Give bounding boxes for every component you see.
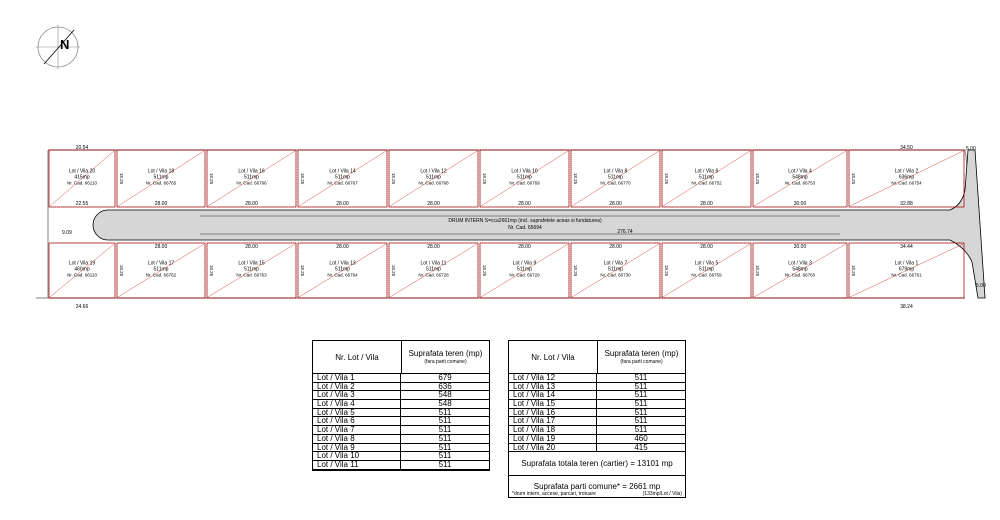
lot-front-dim: 28.00 xyxy=(609,201,622,207)
table-cell-area: 511 xyxy=(438,451,452,461)
lot-cad: Nr. Cad. 66767 xyxy=(327,180,358,186)
lot-area: 511mp xyxy=(699,174,714,181)
lot-area: 679mp xyxy=(898,266,915,273)
lot-name: Lot / Vila 9 xyxy=(512,260,537,267)
lot-parcel xyxy=(480,150,569,207)
table-cell-lot: Lot / Vila 14 xyxy=(509,391,597,399)
lot-depth-dim: 18.25 xyxy=(664,172,669,185)
lot-parcel xyxy=(849,243,964,310)
table-cell-lot: Lot / Vila 12 xyxy=(509,374,597,382)
lot-depth-dim: 18.25 xyxy=(851,172,856,185)
lot-name: Lot / Vila 13 xyxy=(329,260,356,267)
lot-cad: Nr. Cad. 66765 xyxy=(145,180,177,186)
table-cell-area: 636 xyxy=(438,381,452,391)
table-cell-lot: Lot / Vila 8 xyxy=(313,435,401,443)
table-cell-lot: Lot / Vila 1 xyxy=(313,374,401,382)
lot-area: 511mp xyxy=(608,174,623,181)
lot-area: 636mp xyxy=(898,174,915,181)
table-cell-lot: Lot / Vila 3 xyxy=(313,391,401,399)
lot-area: 460mp xyxy=(74,266,90,273)
lot-area: 511mp xyxy=(699,266,714,273)
lot-name: Lot / Vila 16 xyxy=(238,168,265,175)
lot-parcel xyxy=(207,243,296,298)
lot-name: Lot / Vila 7 xyxy=(603,260,628,267)
common-area: Suprafata parti comune* = 2661 mp xyxy=(533,482,661,492)
lot-name: Lot / Vila 14 xyxy=(329,168,356,175)
lot-name: Lot / Vila 15 xyxy=(238,260,265,267)
lot-front-dim: 28.00 xyxy=(336,244,349,250)
lot-name: Lot / Vila 20 xyxy=(68,168,96,175)
lot-depth-dim: 18.25 xyxy=(851,264,856,277)
lot-cad: Nr. Cad. 66764 xyxy=(327,272,358,278)
lot-cad: Nr. Cad. 66730 xyxy=(600,272,631,278)
lot-front-dim: 28.00 xyxy=(518,201,531,207)
lot-parcel xyxy=(753,150,847,207)
table-cell-lot: Lot / Vila 20 xyxy=(509,444,597,452)
lot-area: 548mp xyxy=(792,174,808,181)
table-cell-area: 511 xyxy=(634,373,648,382)
lot-front-dim: 28.00 xyxy=(245,201,258,207)
lot-back-dim: 34.50 xyxy=(900,145,913,151)
table-cell-lot: Lot / Vila 13 xyxy=(509,383,597,391)
lot-cad: Nr. Cad. 66728 xyxy=(418,272,449,278)
lot-cad: Nr. Cad. 66752 xyxy=(691,180,722,186)
lot-area: 511mp xyxy=(153,266,169,273)
lot-name: Lot / Vila 19 xyxy=(68,260,96,267)
table-cell-area: 460 xyxy=(634,433,648,443)
lot-area: 511mp xyxy=(335,174,350,181)
lot-parcel xyxy=(298,243,387,298)
lot-depth-dim: 18.25 xyxy=(482,172,487,185)
lot-front-dim: 28.00 xyxy=(245,244,258,250)
table-cell-area: 679 xyxy=(438,373,452,382)
road-length: 276.74 xyxy=(617,229,633,235)
lot-cad: Nr. Cad. 66769 xyxy=(509,180,540,186)
lot-front-dim: 28.00 xyxy=(154,201,168,207)
table-cell-area: 511 xyxy=(634,416,648,426)
lot-front-dim: 32.88 xyxy=(900,201,913,207)
lot-parcel xyxy=(571,150,660,207)
lot-name: Lot / Vila 11 xyxy=(420,260,447,267)
lot-back-dim: 20.54 xyxy=(75,145,89,151)
lot-area: 548mp xyxy=(792,266,808,273)
table-cell-area: 511 xyxy=(438,416,452,426)
lot-front-dim: 22.55 xyxy=(75,201,89,207)
lot-cad: Nr. Cad. 66759 xyxy=(691,272,722,278)
lot-parcel xyxy=(298,150,387,207)
lot-cad: Nr. Cad. 66110 xyxy=(67,180,97,186)
table-cell-lot: Lot / Vila 17 xyxy=(509,417,597,425)
table-row xyxy=(313,461,489,470)
table-cell-area: 511 xyxy=(634,399,648,409)
col-header-area-sub: (fara parti comune) xyxy=(620,358,663,365)
lot-parcel xyxy=(207,150,296,207)
lot-parcel xyxy=(389,243,478,298)
lot-parcel xyxy=(389,150,478,207)
lot-parcel xyxy=(753,243,847,298)
table-cell-area: 511 xyxy=(438,425,452,435)
table-cell-lot: Lot / Vila 19 xyxy=(509,435,597,443)
lot-name: Lot / Vila 2 xyxy=(894,168,919,175)
table-cell-lot: Lot / Vila 6 xyxy=(313,417,401,425)
table-row xyxy=(509,444,685,453)
lot-front-dim: 28.00 xyxy=(336,201,349,207)
lot-back-dim: 24.66 xyxy=(75,304,89,310)
lot-name: Lot / Vila 3 xyxy=(788,260,812,267)
lot-depth-dim: 18.25 xyxy=(391,264,396,277)
lot-area: 511mp xyxy=(517,266,532,273)
lot-name: Lot / Vila 6 xyxy=(694,168,719,175)
table-cell-lot: Lot / Vila 5 xyxy=(313,409,401,417)
lots-table-right xyxy=(508,340,686,498)
lot-depth-dim: 18.25 xyxy=(391,172,396,185)
lot-depth-dim: 18.25 xyxy=(482,264,487,277)
table-cell-area: 548 xyxy=(438,390,452,400)
right-road-top-dim: 5.00 xyxy=(966,146,976,152)
table-cell-lot: Lot / Vila 7 xyxy=(313,426,401,434)
lot-front-dim: 28.00 xyxy=(427,201,440,207)
lot-parcel xyxy=(117,243,205,298)
table-cell-area: 511 xyxy=(438,442,452,452)
lot-cad: Nr. Cad. 66729 xyxy=(509,272,540,278)
table-cell-area: 548 xyxy=(438,399,452,409)
lot-name: Lot / Vila 18 xyxy=(147,168,175,175)
table-cell-area: 415 xyxy=(634,442,648,452)
left-road-width: 9.09 xyxy=(62,230,72,236)
lot-depth-dim: 18.25 xyxy=(664,264,669,277)
table-cell-area: 511 xyxy=(438,459,452,469)
lot-depth-dim: 18.25 xyxy=(300,264,305,277)
table-cell-area: 511 xyxy=(634,381,648,391)
lot-name: Lot / Vila 4 xyxy=(788,168,812,175)
lot-parcel xyxy=(571,243,660,298)
lot-name: Lot / Vila 17 xyxy=(147,260,175,267)
col-header-area-sub: (fara parti comune) xyxy=(424,358,467,365)
lot-parcel xyxy=(480,243,569,298)
lot-cad: Nr. Cad. 66753 xyxy=(784,180,816,186)
lot-parcel xyxy=(49,145,115,207)
lot-parcel xyxy=(662,243,751,298)
lot-cad: Nr. Cad. 66761 xyxy=(891,272,922,278)
lot-area: 511mp xyxy=(244,266,259,273)
lot-area: 511mp xyxy=(608,266,623,273)
north-label: N xyxy=(60,37,70,52)
lot-name: Lot / Vila 12 xyxy=(420,168,447,175)
lot-depth-dim: 18.25 xyxy=(755,172,760,185)
lot-cad: Nr. Cad. 66763 xyxy=(236,272,267,278)
lot-name: Lot / Vila 10 xyxy=(511,168,538,175)
table-cell-lot: Lot / Vila 2 xyxy=(313,383,401,391)
lot-cad: Nr. Cad. 66768 xyxy=(418,180,449,186)
table-cell-lot: Lot / Vila 10 xyxy=(313,452,401,460)
lot-front-dim: 28.00 xyxy=(700,244,713,250)
lot-depth-dim: 18.25 xyxy=(300,172,305,185)
table-cell-lot: Lot / Vila 16 xyxy=(509,409,597,417)
table-cell-area: 511 xyxy=(438,407,452,417)
table-cell-lot: Lot / Vila 15 xyxy=(509,400,597,408)
lot-parcel xyxy=(662,150,751,207)
lot-area: 415mp xyxy=(74,174,90,181)
lot-name: Lot / Vila 8 xyxy=(603,168,628,175)
lots-table-left xyxy=(312,340,490,471)
table-cell-lot: Lot / Vila 11 xyxy=(313,461,401,469)
common-area-note: *drum intern, accese, parcari, trotuare xyxy=(512,491,596,498)
lot-area: 511mp xyxy=(335,266,350,273)
lot-cad: Nr. Cad. 66760 xyxy=(784,272,816,278)
table-cell-area: 511 xyxy=(634,407,648,417)
lot-name: Lot / Vila 1 xyxy=(894,260,919,267)
lot-name: Lot / Vila 5 xyxy=(694,260,719,267)
top-lot-row xyxy=(49,145,964,207)
table-cell-area: 511 xyxy=(634,390,648,400)
bottom-lot-row xyxy=(49,243,964,310)
lot-depth-dim: 18.25 xyxy=(573,264,578,277)
lot-front-dim: 30.00 xyxy=(793,201,807,207)
lot-area: 511mp xyxy=(426,174,441,181)
lot-parcel xyxy=(117,150,205,207)
lot-area: 511mp xyxy=(517,174,532,181)
lot-cad: Nr. Cad. 66770 xyxy=(600,180,631,186)
col-header-lot: Nr. Lot / Vila xyxy=(313,341,402,373)
lot-front-dim: 28.00 xyxy=(700,201,713,207)
col-header-area: Suprafata teren (mp) xyxy=(604,348,679,358)
lot-depth-dim: 18.25 xyxy=(119,264,124,277)
lot-depth-dim: 18.25 xyxy=(209,172,214,185)
table-cell-lot: Lot / Vila 9 xyxy=(313,444,401,452)
lot-front-dim: 28.00 xyxy=(609,244,622,250)
lot-depth-dim: 18.25 xyxy=(755,264,760,277)
road-label: DRUM INTERN S=cca2661mp (incl. suprafetele aceas si fundaturea) xyxy=(448,218,602,224)
table-cell-lot: Lot / Vila 18 xyxy=(509,426,597,434)
lot-cad: Nr. Cad. 66766 xyxy=(236,180,267,186)
lot-cad: Nr. Cad. 66762 xyxy=(145,272,177,278)
lot-area: 511mp xyxy=(426,266,441,273)
lot-cad: Nr. Cad. 66110 xyxy=(67,272,97,278)
lot-front-dim: 30.00 xyxy=(793,244,807,250)
lot-depth-dim: 18.25 xyxy=(573,172,578,185)
lot-cad: Nr. Cad. 66754 xyxy=(891,180,922,186)
north-arrow-icon xyxy=(36,25,80,69)
lot-front-dim: 34.44 xyxy=(900,244,913,250)
total-area: Suprafata totala teren (cartier) = 13101 mp xyxy=(509,452,685,476)
lot-area: 511mp xyxy=(244,174,259,181)
lot-back-dim: 38.24 xyxy=(900,304,913,310)
col-header-lot: Nr. Lot / Vila xyxy=(509,341,598,373)
right-road-bottom-dim: 5.00 xyxy=(976,283,986,289)
lot-parcel xyxy=(849,145,964,207)
lot-depth-dim: 18.25 xyxy=(209,264,214,277)
lot-depth-dim: 18.25 xyxy=(119,172,124,185)
table-cell-area: 511 xyxy=(634,425,648,435)
common-area-per-lot: (133mp/Lot / Vila) xyxy=(642,491,682,498)
road-cad: Nr. Cad. 65694 xyxy=(508,225,542,231)
lot-front-dim: 28.00 xyxy=(154,244,168,250)
lot-area: 511mp xyxy=(153,174,169,181)
table-cell-area: 511 xyxy=(438,433,452,443)
lot-front-dim: 28.00 xyxy=(427,244,440,250)
lot-parcel xyxy=(49,243,115,310)
table-cell-lot: Lot / Vila 4 xyxy=(313,400,401,408)
col-header-area: Suprafata teren (mp) xyxy=(408,348,483,358)
lot-front-dim: 28.00 xyxy=(518,244,531,250)
